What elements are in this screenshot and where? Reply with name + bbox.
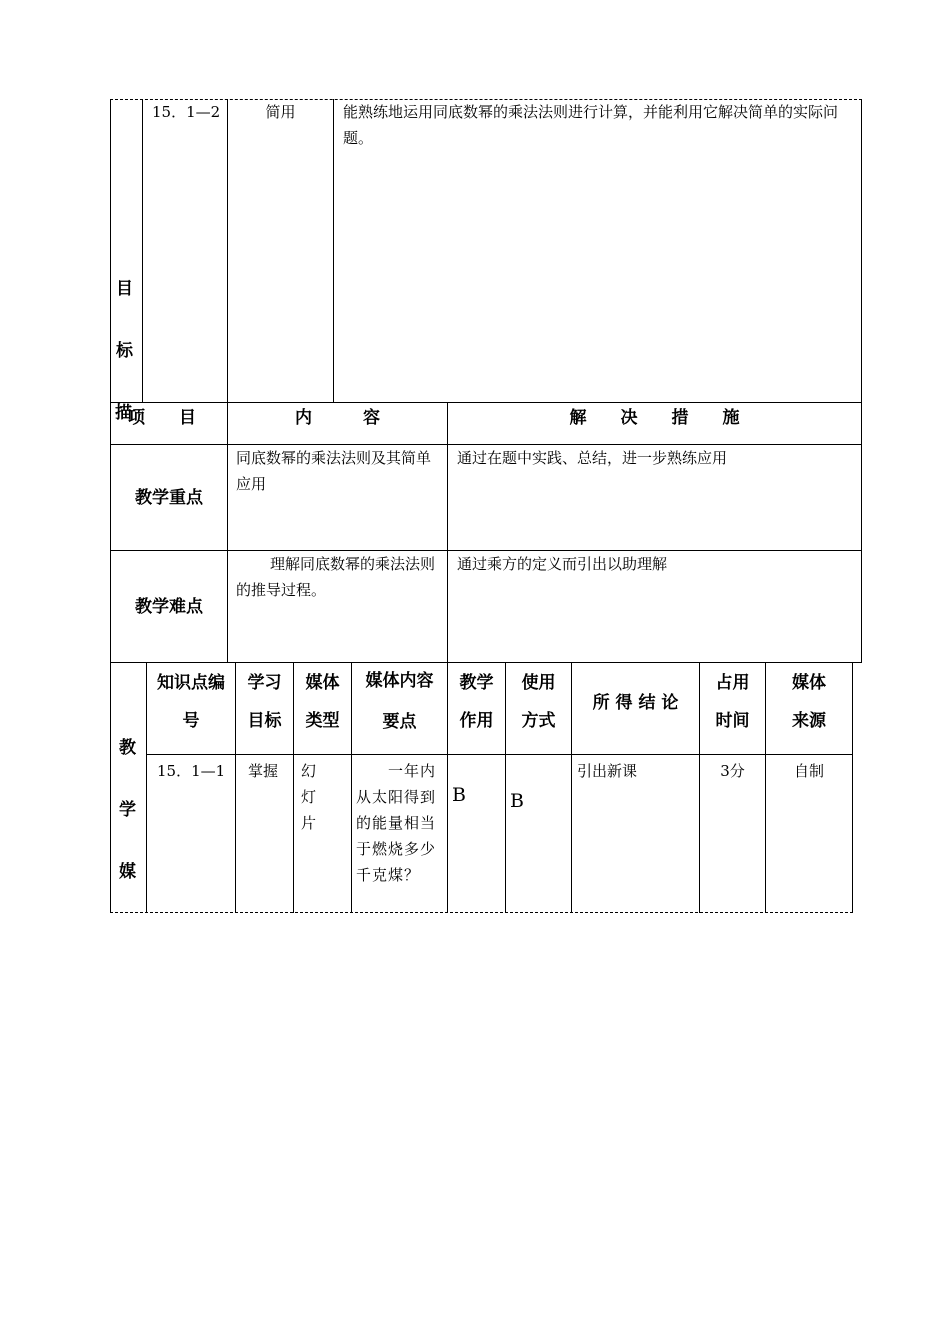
difficult-point-measure: 通过乘方的定义而引出以助理解 — [457, 555, 668, 573]
h-mode-b: 方式 — [521, 711, 556, 731]
header-measures: 解 决 措 施 — [569, 408, 740, 428]
row-source: 自制 — [793, 762, 824, 780]
row-role: B — [452, 784, 466, 806]
side-char-biao: 标 — [116, 341, 133, 361]
h-point-a: 媒体内容 — [365, 671, 434, 691]
header-content: 内 容 — [295, 408, 380, 428]
h-role-a: 教学 — [459, 673, 494, 693]
row-conclusion: 引出新课 — [577, 762, 638, 780]
side-char-xue: 学 — [119, 800, 136, 820]
h-point-b: 要点 — [382, 712, 417, 732]
h-type-a: 媒体 — [305, 673, 340, 693]
row-code: 15．1—1 — [157, 762, 226, 780]
s1-description: 能熟练地运用同底数幂的乘法法则进行计算，并能利用它解决简单的实际问题。 — [343, 103, 839, 147]
s1-level: 简用 — [265, 103, 296, 121]
side-char-jiao: 教 — [119, 738, 136, 758]
row-goal: 掌握 — [248, 762, 279, 780]
label-key-point: 教学重点 — [135, 488, 203, 508]
h-mode-a: 使用 — [521, 673, 556, 693]
side-char-miao: 描 — [115, 403, 132, 423]
h-time-b: 时间 — [715, 711, 750, 731]
h-code-a: 知识点编 — [157, 673, 225, 693]
h-type-b: 类型 — [305, 711, 340, 731]
header-item: 项 目 — [128, 408, 196, 428]
row-point: 一年内从太阳得到的能量相当于燃烧多少千克煤？ — [356, 762, 437, 884]
h-conclusion: 所 得 结 论 — [592, 693, 679, 713]
side-char-mei: 媒 — [119, 862, 136, 882]
row-time: 3分 — [720, 762, 745, 780]
h-source-b: 来源 — [792, 711, 826, 731]
h-goal-b: 目标 — [247, 711, 282, 731]
s1-code: 15．1—2 — [152, 103, 221, 121]
row-mode: B — [510, 790, 524, 812]
h-code-b: 号 — [182, 711, 200, 731]
h-role-b: 作用 — [459, 711, 494, 731]
h-time-a: 占用 — [715, 673, 750, 693]
label-difficult-point: 教学难点 — [135, 597, 203, 617]
difficult-point-content: 理解同底数幂的乘法法则的推导过程。 — [236, 555, 436, 599]
key-point-measure: 通过在题中实践、总结，进一步熟练应用 — [457, 449, 728, 467]
h-goal-a: 学习 — [247, 673, 282, 693]
key-point-content: 同底数幂的乘法法则及其简单应用 — [236, 449, 432, 493]
h-source-a: 媒体 — [792, 673, 826, 693]
side-char-mu: 目 — [116, 279, 133, 299]
row-type: 幻灯片 — [301, 762, 329, 832]
